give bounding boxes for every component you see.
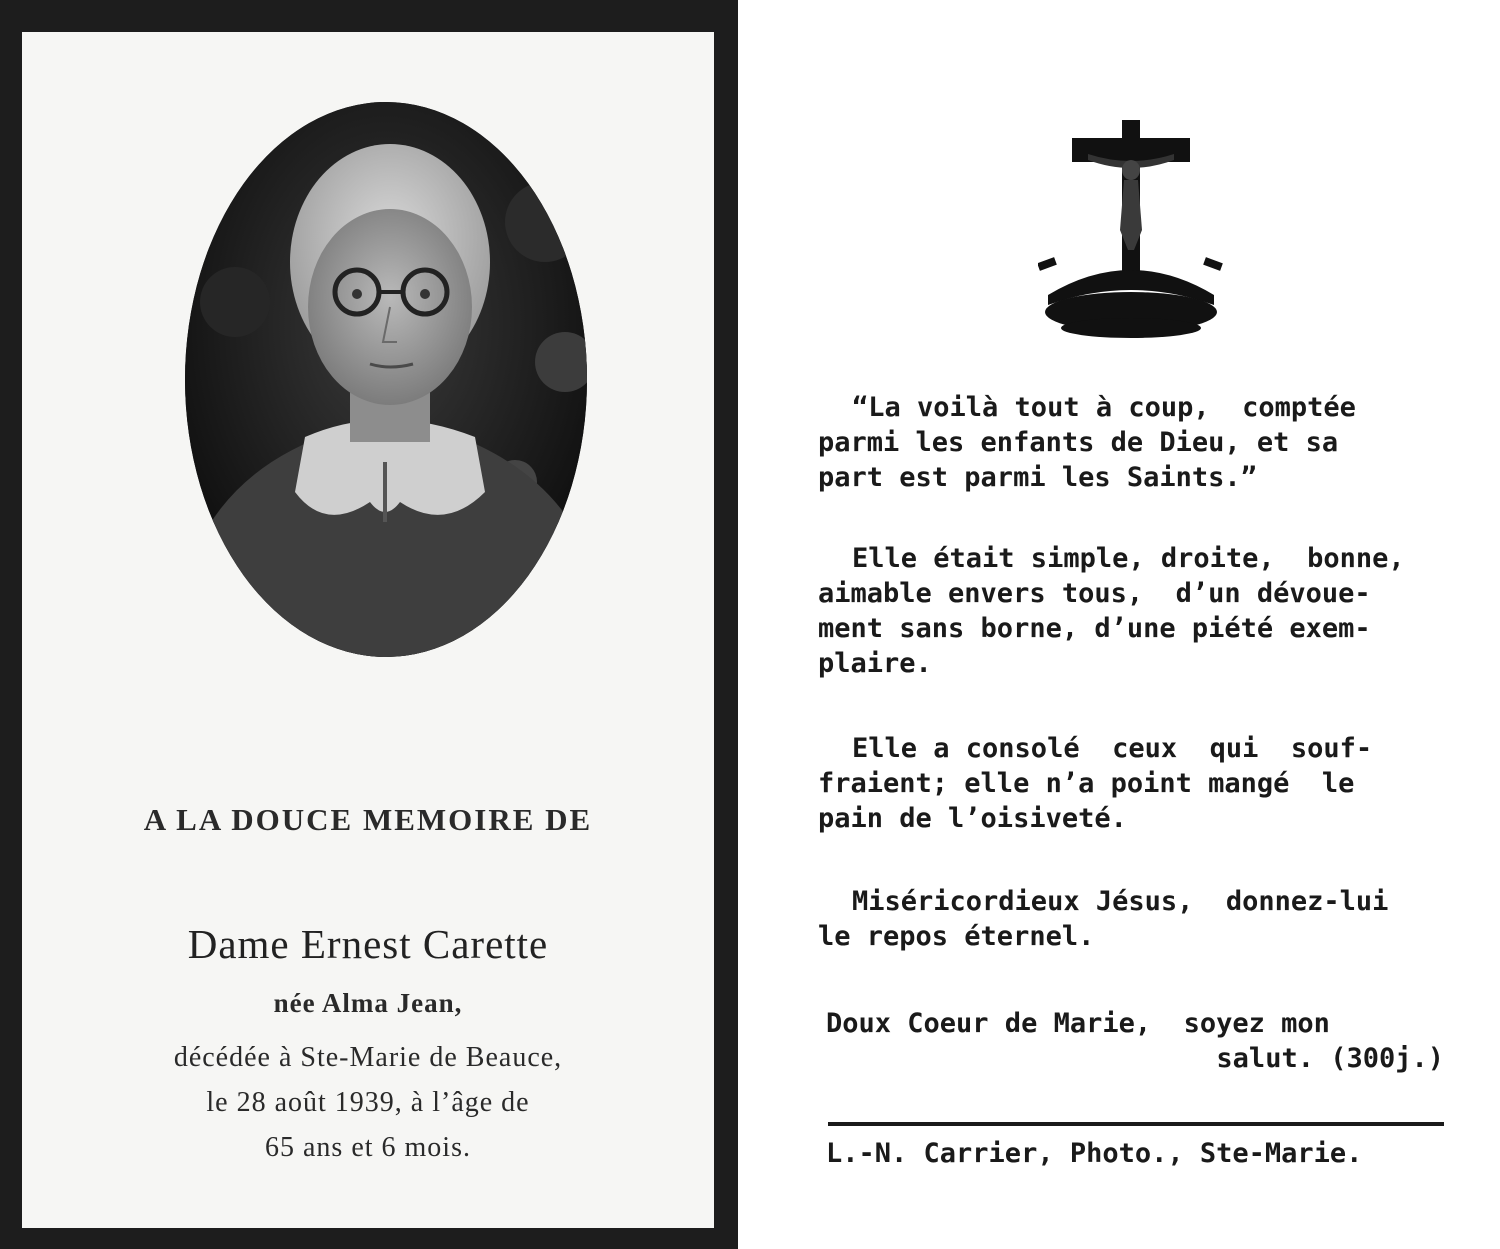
- verse-line: ment sans borne, d’une piété exem-: [818, 613, 1371, 644]
- photographer-credit: L.-N. Carrier, Photo., Ste-Marie.: [826, 1138, 1363, 1169]
- memorial-card-back: [738, 0, 1500, 1249]
- card-front-paper: [22, 32, 714, 1228]
- memorial-card-front: [0, 0, 738, 1249]
- verse-line: part est parmi les Saints.”: [818, 462, 1257, 493]
- verse-1: [818, 390, 1444, 495]
- verse-line: “La voilà tout à coup, comptée: [852, 392, 1356, 423]
- verse-line: Miséricordieux Jésus, donnez-lui: [852, 886, 1389, 917]
- verse-3: [818, 731, 1444, 836]
- verse-4: [818, 884, 1444, 954]
- memorial-heading: A LA DOUCE MEMOIRE DE: [143, 802, 593, 837]
- verse-line: pain de l’oisiveté.: [818, 803, 1127, 834]
- verse-2: [818, 541, 1444, 681]
- death-details-line: le 28 août 1939, à l’âge de: [206, 1087, 530, 1118]
- crucifix-icon: [1038, 120, 1224, 338]
- prayer-line: salut. (300j.): [1216, 1043, 1444, 1074]
- death-details-line: 65 ans et 6 mois.: [265, 1132, 471, 1163]
- indulgenced-prayer: [826, 1006, 1444, 1076]
- prayer-line: Doux Coeur de Marie, soyez mon: [826, 1008, 1330, 1039]
- portrait-photo: [185, 102, 587, 657]
- divider-rule: [828, 1122, 1444, 1126]
- birth-name: née Alma Jean,: [273, 988, 463, 1018]
- verse-line: Elle a consolé ceux qui souf-: [852, 733, 1373, 764]
- death-details-line: décédée à Ste-Marie de Beauce,: [173, 1042, 563, 1073]
- verse-line: Elle était simple, droite, bonne,: [852, 543, 1405, 574]
- verse-line: le repos éternel.: [818, 921, 1095, 952]
- deceased-name: Dame Ernest Carette: [187, 921, 549, 967]
- verse-line: plaire.: [818, 648, 932, 679]
- death-details: [22, 1035, 714, 1170]
- verse-line: parmi les enfants de Dieu, et sa: [818, 427, 1339, 458]
- verse-line: aimable envers tous, d’un dévoue-: [818, 578, 1371, 609]
- verse-line: fraient; elle n’a point mangé le: [818, 768, 1355, 799]
